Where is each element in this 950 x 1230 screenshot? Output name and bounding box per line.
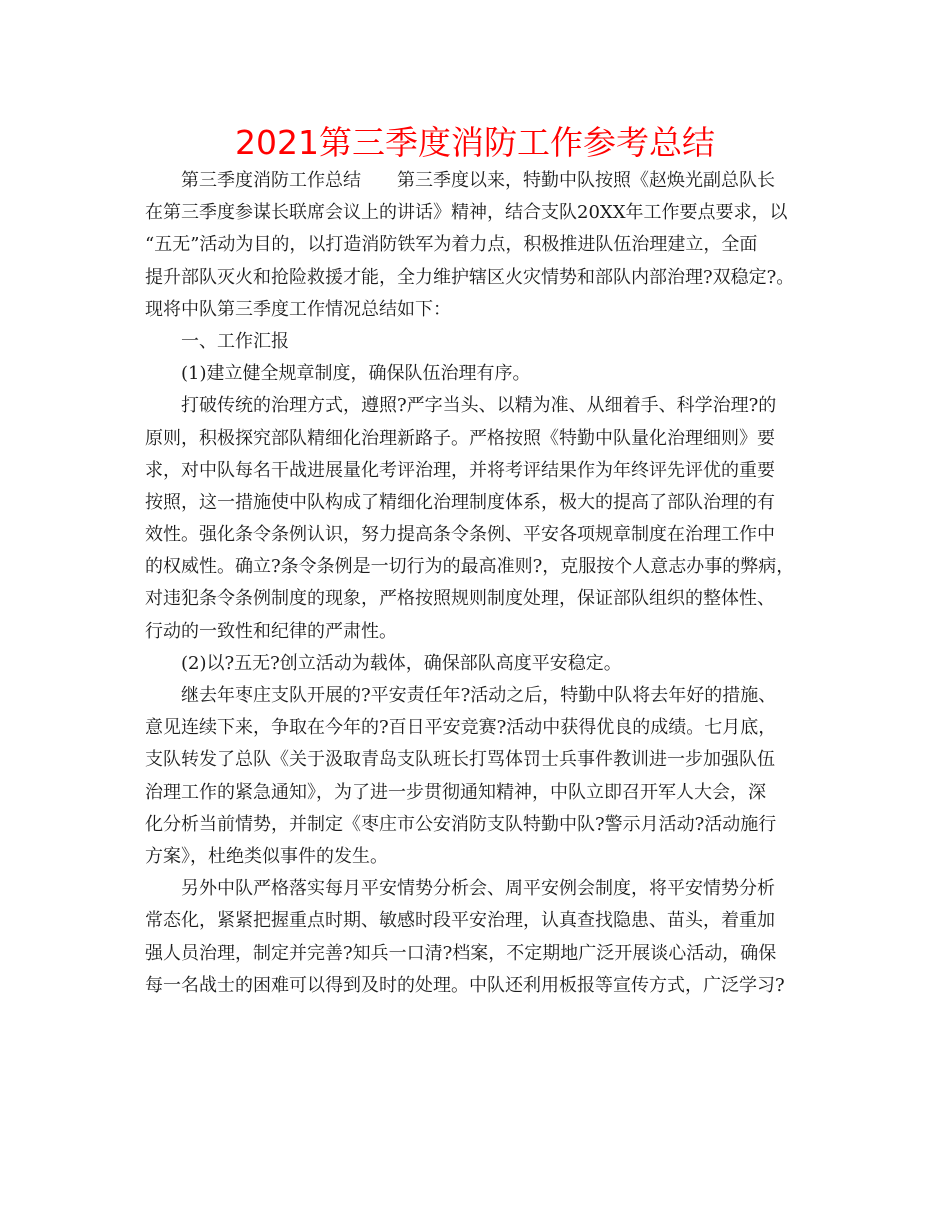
text-line: 行动的一致性和纪律的严肃性。: [145, 620, 397, 642]
text-line: (2)以?五无?创立活动为载体，确保部队高度平安稳定。: [181, 652, 622, 674]
text-line: (1)建立健全规章制度，确保队伍治理有序。: [181, 363, 531, 385]
text-line: 另外中队严格落实每月平安情势分析会、周平安例会制度，将平安情势分析: [181, 878, 775, 900]
document-title: 2021第三季度消防工作参考总结: [235, 123, 715, 162]
text-line: 的权威性。确立?条令条例是一切行为的最高准则?，克服按个人意志办事的弊病，: [145, 556, 795, 578]
text-line: 原则，积极探究部队精细化治理新路子。严格按照《特勤中队量化治理细则》要: [145, 427, 775, 449]
text-line: 意见连续下来，争取在今年的?百日平安竞赛?活动中获得优良的成绩。七月底，: [145, 717, 777, 739]
text-line: 强人员治理，制定并完善?知兵一口清?档案，不定期地广泛开展谈心活动，确保: [145, 942, 777, 964]
text-line: 按照，这一措施使中队构成了精细化治理制度体系，极大的提高了部队治理的有: [145, 491, 775, 513]
text-line: 一、工作汇报: [181, 330, 289, 352]
text-line: 对违犯条令条例制度的现象，严格按照规则制度处理，保证部队组织的整体性、: [145, 588, 775, 610]
text-line: 在第三季度参谋长联席会议上的讲话》精神，结合支队20XX年工作要点要求，以: [145, 202, 788, 224]
text-line: 现将中队第三季度工作情况总结如下：: [145, 298, 451, 320]
text-line: “五无”活动为目的，以打造消防铁军为着力点，积极推进队伍治理建立，全面: [145, 234, 758, 256]
text-line: 支队转发了总队《关于汲取青岛支队班长打骂体罚士兵事件教训进一步加强队伍: [145, 749, 775, 771]
text-line: 化分析当前情势，并制定《枣庄市公安消防支队特勤中队?警示月活动?活动施行: [145, 813, 777, 835]
text-line: 求，对中队每名干战进展量化考评治理，并将考评结果作为年终评先评优的重要: [145, 459, 775, 481]
document-body: [145, 165, 815, 1002]
text-line: 方案》，杜绝类似事件的发生。: [145, 845, 388, 867]
text-line: 打破传统的治理方式，遵照?严字当头、以精为准、从细着手、科学治理?的: [181, 395, 777, 417]
text-line: 第三季度消防工作总结 第三季度以来，特勤中队按照《赵焕光副总队长: [181, 170, 775, 191]
text-line: 常态化，紧紧把握重点时期、敏感时段平安治理，认真查找隐患、苗头，着重加: [145, 910, 775, 932]
text-line: 提升部队灭火和抢险救援才能，全力维护辖区火灾情势和部队内部治理?双稳定?。: [145, 266, 795, 288]
text-line: 效性。强化条令条例认识，努力提高条令条例、平安各项规章制度在治理工作中: [145, 524, 775, 546]
text-line: 治理工作的紧急通知》，为了进一步贯彻通知精神，中队立即召开军人大会，深: [145, 781, 766, 803]
text-line: 每一名战士的困难可以得到及时的处理。中队还利用板报等宣传方式，广泛学习?: [145, 974, 785, 996]
text-line: 继去年枣庄支队开展的?平安责任年?活动之后，特勤中队将去年好的措施、: [181, 685, 777, 706]
